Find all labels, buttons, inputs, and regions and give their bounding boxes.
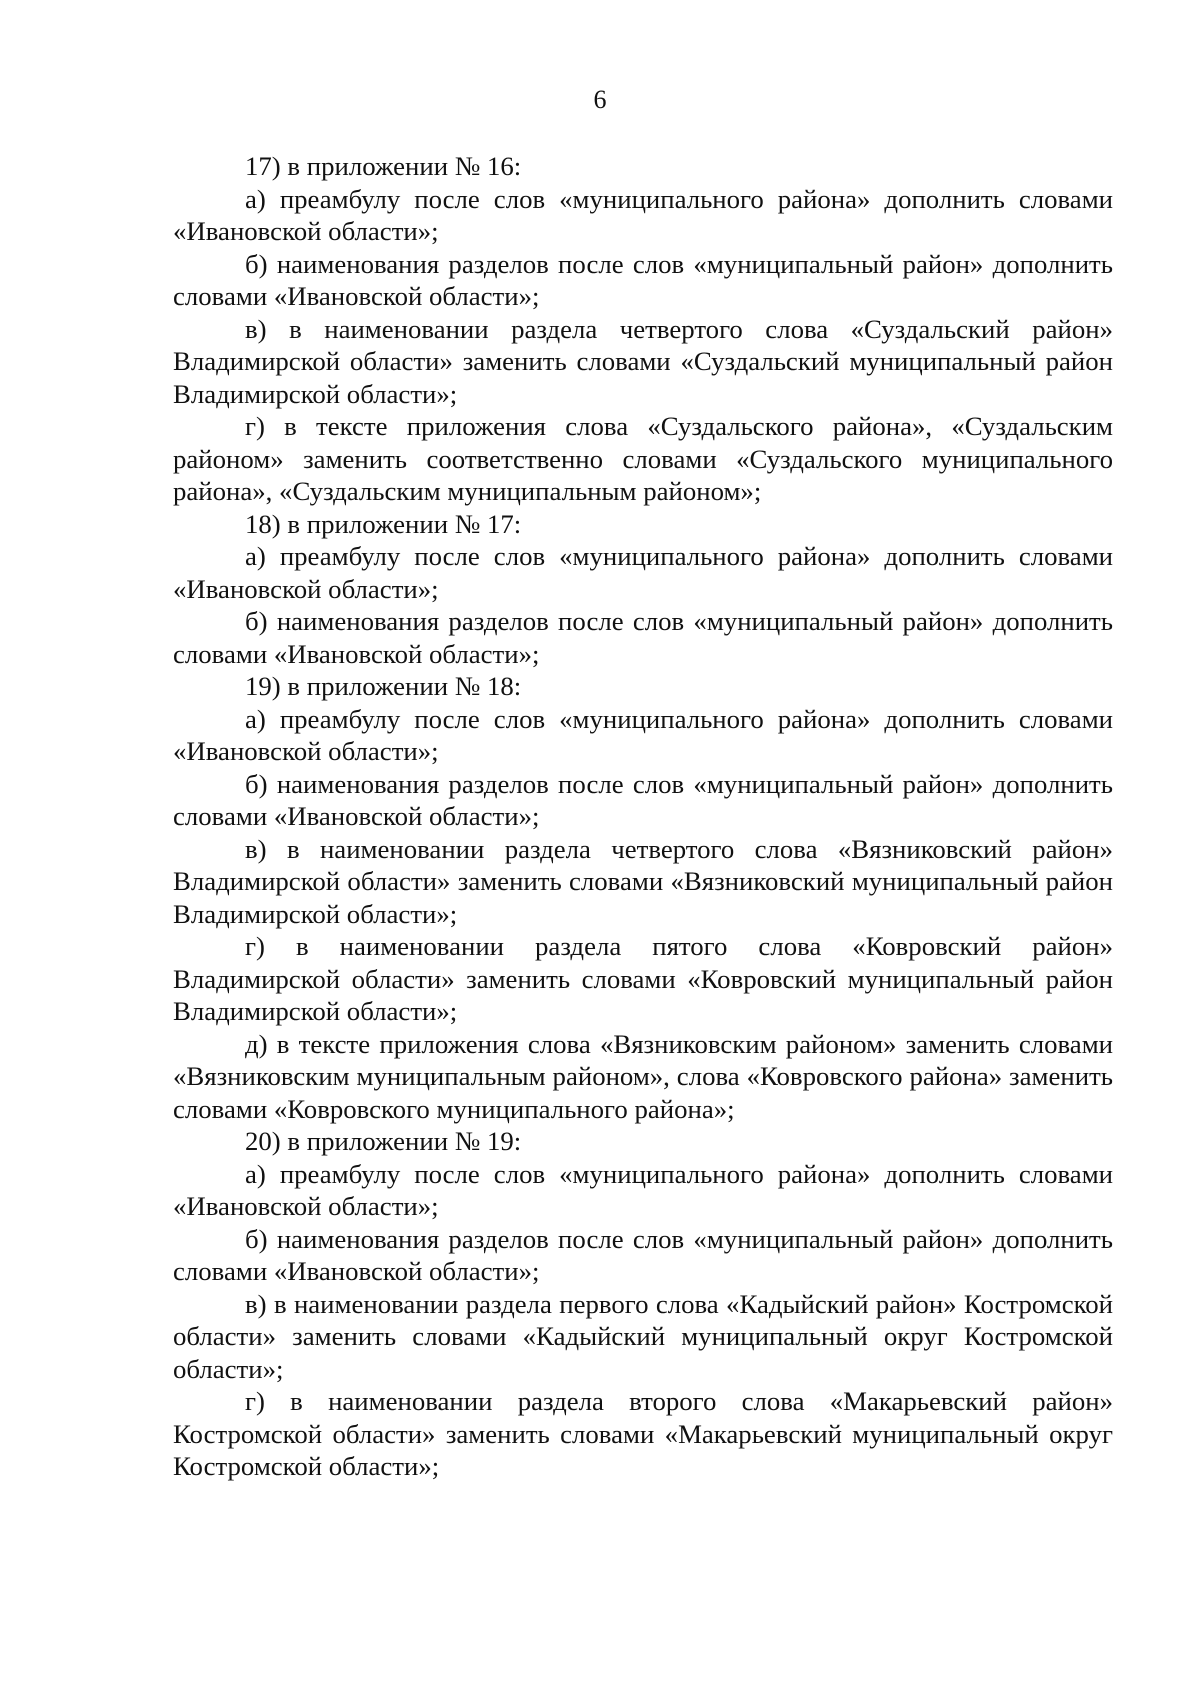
paragraph-item-18: 18) в приложении № 17: (245, 508, 522, 539)
paragraph-19-a: а) преамбулу после слов «муниципального района» дополнить словами «Ивановской области»; (173, 703, 1113, 766)
document-body (173, 150, 1113, 1483)
paragraph-17-v: в) в наименовании раздела четвертого слова «Суздальский район» Владимирской области» заменить словами «Суздальский муниципальный район Владимирской области»; (173, 313, 1113, 409)
paragraph-20-b: б) наименования разделов после слов «муниципальный район» дополнить словами «Ивановской области»; (173, 1223, 1113, 1286)
paragraph-17-b: б) наименования разделов после слов «муниципальный район» дополнить словами «Ивановской области»; (173, 248, 1113, 311)
paragraph-18-a: а) преамбулу после слов «муниципального района» дополнить словами «Ивановской области»; (173, 541, 1113, 604)
paragraph-20-g: г) в наименовании раздела второго слова «Макарьевский район» Костромской области» заменить словами «Макарьевский муниципальный округ Костромской области»; (173, 1386, 1113, 1481)
paragraph-19-g: г) в наименовании раздела пятого слова «Ковровский район» Владимирской области» заменить словами «Ковровский муниципальный район Владимирской области»; (173, 931, 1113, 1026)
paragraph-item-17: 17) в приложении № 16: (245, 151, 522, 181)
paragraph-17-a: а) преамбулу после слов «муниципального района» дополнить словами «Ивановской области»; (173, 183, 1113, 246)
paragraph-18-b: б) наименования разделов после слов «муниципальный район» дополнить словами «Ивановской области»; (173, 606, 1113, 669)
page-number: 6 (593, 85, 607, 114)
paragraph-item-20: 20) в приложении № 19: (245, 1126, 522, 1156)
paragraph-17-g: г) в тексте приложения слова «Суздальского района», «Суздальским районом» заменить соответственно словами «Суздальского муниципального района», «Суздальским муниципальным районом»; (173, 411, 1113, 506)
paragraph-20-a: а) преамбулу после слов «муниципального района» дополнить словами «Ивановской области»; (173, 1158, 1113, 1221)
paragraph-item-19: 19) в приложении № 18: (245, 671, 522, 701)
paragraph-19-v: в) в наименовании раздела четвертого слова «Вязниковский район» Владимирской области» заменить словами «Вязниковский муниципальный район Владимирской области»; (173, 833, 1113, 929)
paragraph-20-v: в) в наименовании раздела первого слова «Кадыйский район» Костромской области» заменить словами «Кадыйский муниципальный округ Костромской области»; (173, 1288, 1113, 1384)
paragraph-19-b: б) наименования разделов после слов «муниципальный район» дополнить словами «Ивановской области»; (173, 768, 1113, 831)
paragraph-19-d: д) в тексте приложения слова «Вязниковским районом» заменить словами «Вязниковским муниципальным районом», слова «Ковровского района» заменить словами «Ковровского муниципального района»; (173, 1028, 1113, 1124)
